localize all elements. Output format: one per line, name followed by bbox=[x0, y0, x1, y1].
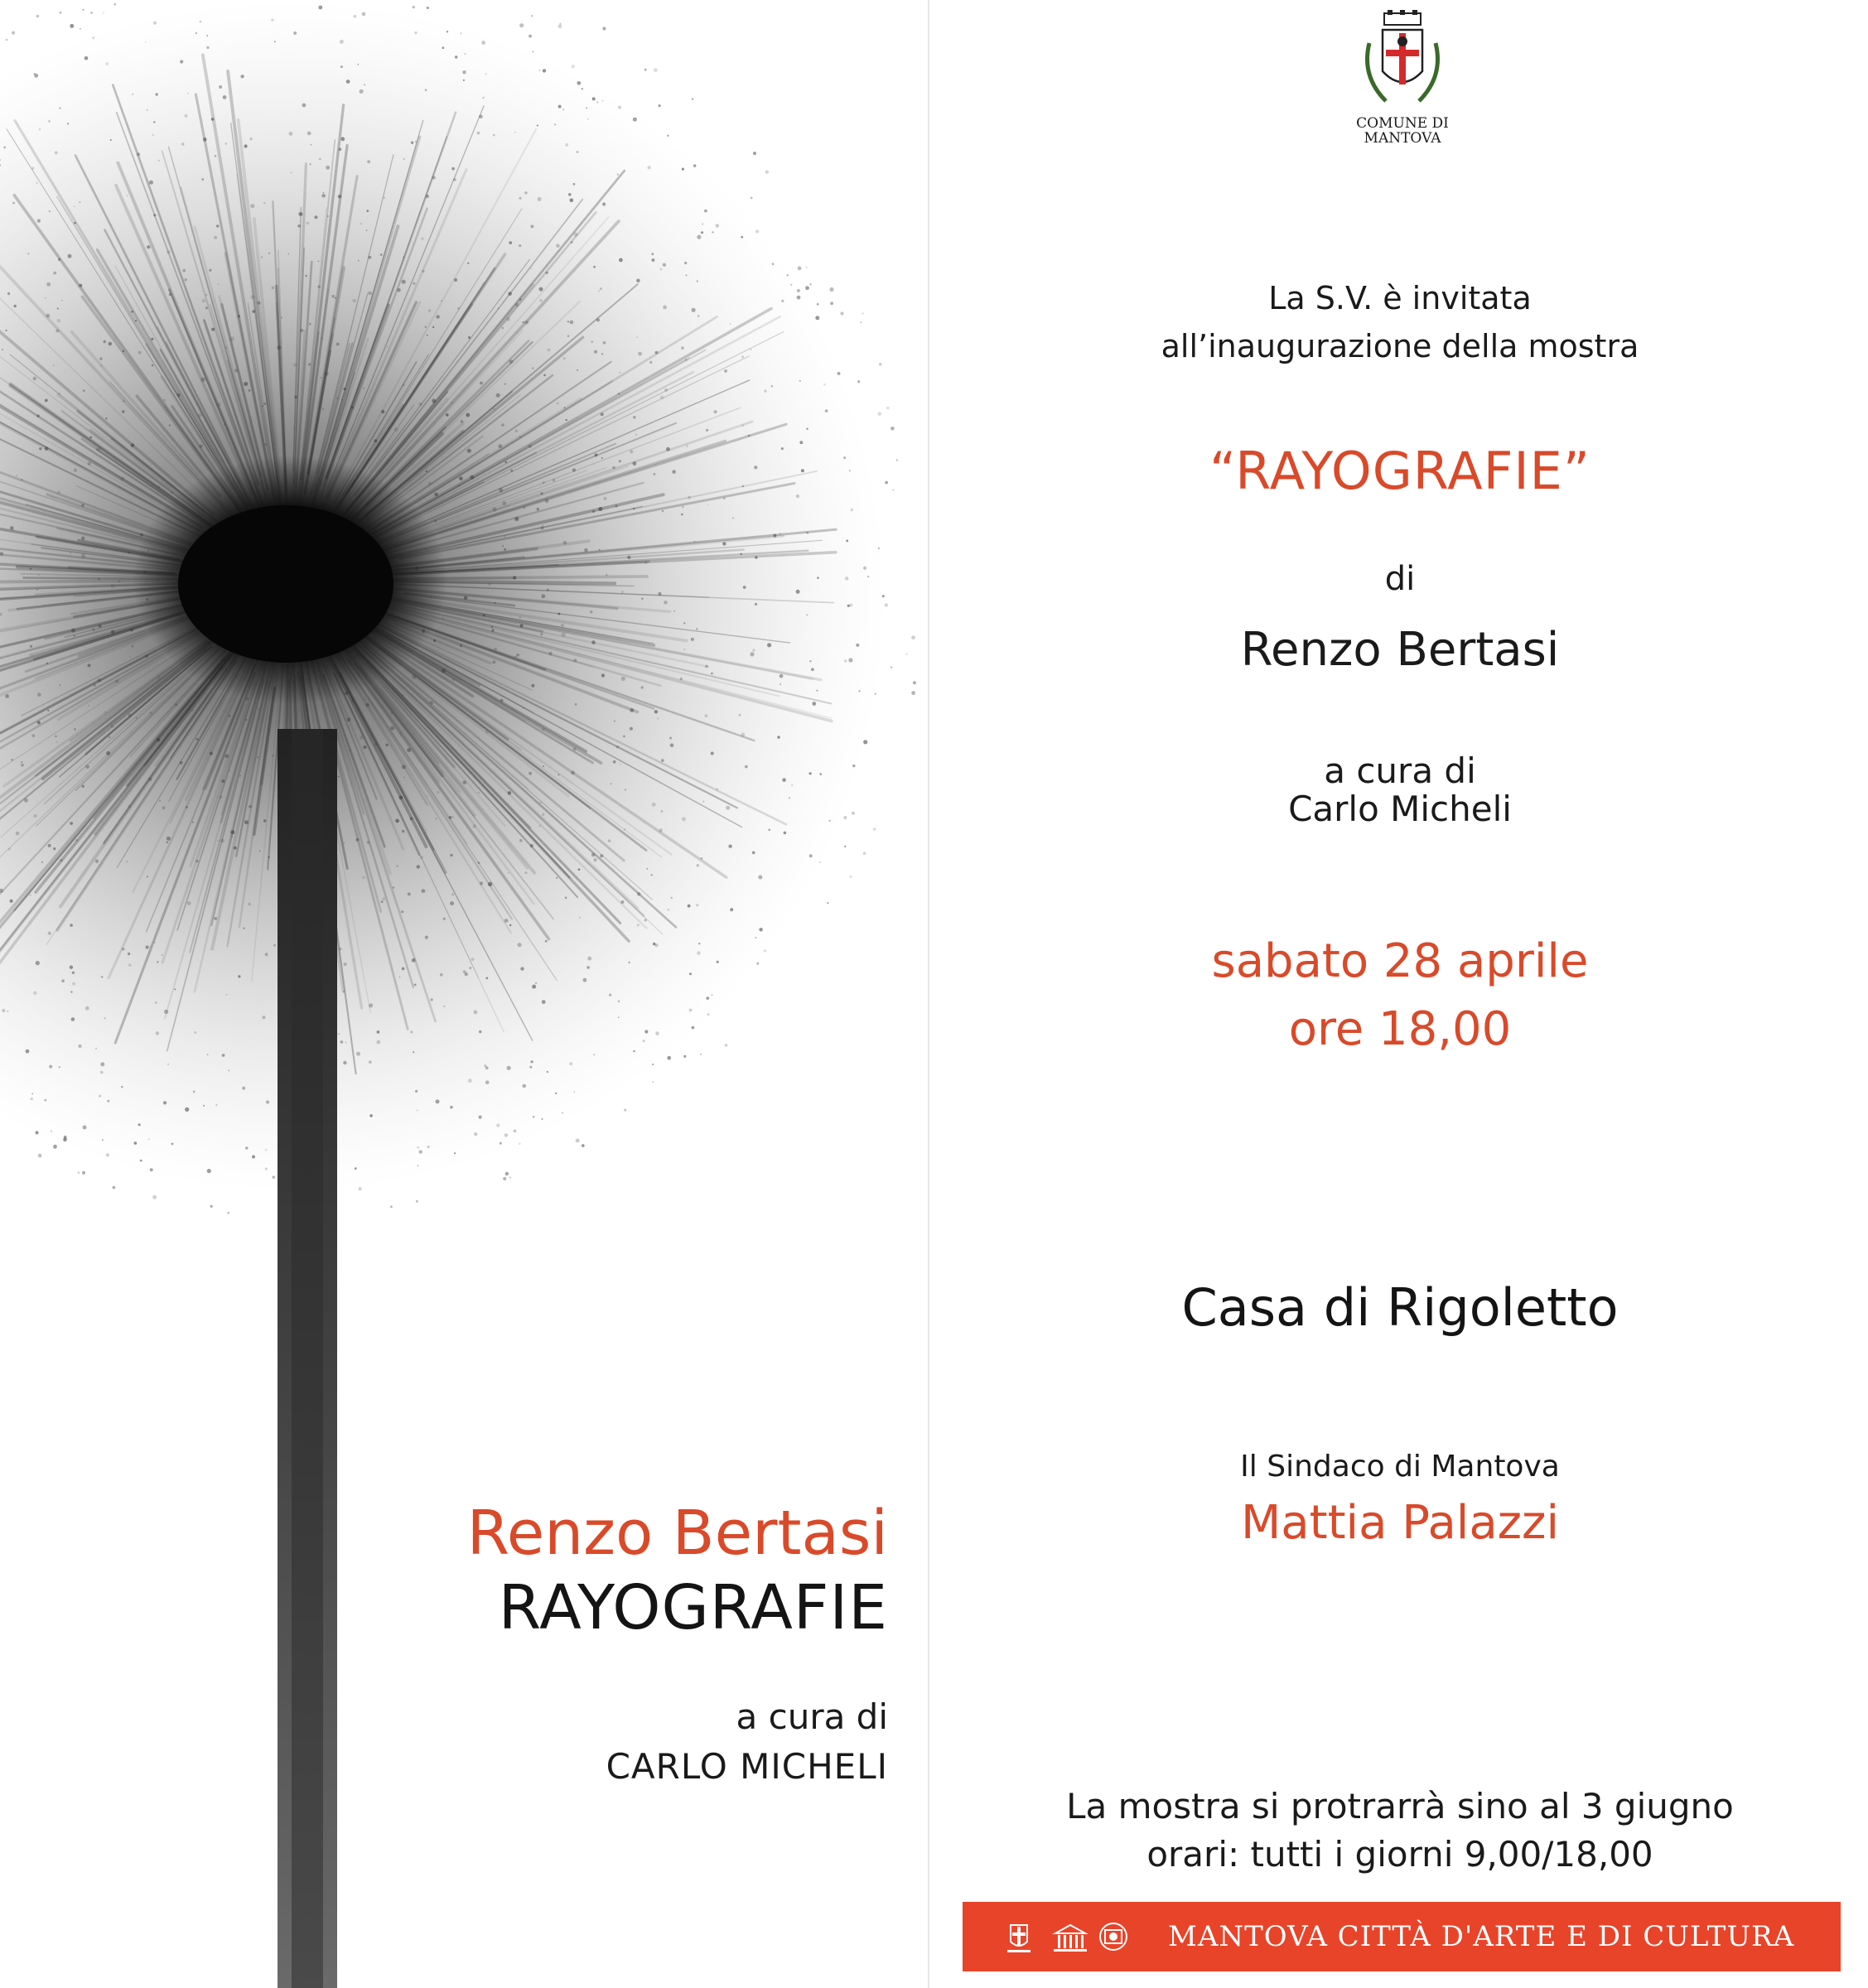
mayor-name: Mattia Palazzi bbox=[1240, 1496, 1559, 1550]
exhibition-title: “RAYOGRAFIE” bbox=[1209, 441, 1590, 501]
footer-logos bbox=[1002, 1918, 1151, 1957]
curated-by-label: a cura di bbox=[1324, 750, 1476, 791]
opening-hours: orari: tutti i giorni 9,00/18,00 bbox=[1146, 1834, 1653, 1875]
comune-label: COMUNE DI MANTOVA bbox=[1356, 115, 1449, 147]
footer-text: MANTOVA CITTÀ D'ARTE E DI CULTURA bbox=[1168, 1920, 1795, 1953]
artist-name: Renzo Bertasi bbox=[1240, 623, 1560, 677]
footer-band bbox=[963, 1902, 1841, 1971]
curator-name: Carlo Micheli bbox=[1288, 789, 1512, 829]
unesco-icon bbox=[1054, 1925, 1087, 1952]
cover-curator-name: CARLO MICHELI bbox=[606, 1746, 888, 1787]
venue-name: Casa di Rigoletto bbox=[1181, 1277, 1619, 1338]
cover-curated-by-label: a cura di bbox=[736, 1696, 888, 1737]
exhibition-duration: La mostra si protrarrà sino al 3 giugno bbox=[1066, 1786, 1734, 1826]
opening-date: sabato 28 aprile bbox=[1211, 934, 1589, 988]
cover-panel bbox=[0, 0, 929, 1988]
fold-line bbox=[928, 0, 929, 1988]
rayograph-flower-image bbox=[0, 0, 929, 1988]
cover-exhibition-title: RAYOGRAFIE bbox=[498, 1572, 888, 1643]
invitation-line-2: all’inaugurazione della mostra bbox=[1161, 328, 1639, 364]
opening-time: ore 18,00 bbox=[1288, 1002, 1512, 1056]
comune-crest-icon bbox=[1353, 10, 1452, 109]
by-label: di bbox=[1384, 560, 1416, 598]
mayor-label: Il Sindaco di Mantova bbox=[1240, 1450, 1560, 1484]
comune-crest-icon bbox=[1007, 1925, 1031, 1952]
cover-artist-name: Renzo Bertasi bbox=[466, 1498, 888, 1569]
invitation-line-1: La S.V. è invitata bbox=[1268, 280, 1532, 316]
world-heritage-icon bbox=[1100, 1923, 1127, 1950]
